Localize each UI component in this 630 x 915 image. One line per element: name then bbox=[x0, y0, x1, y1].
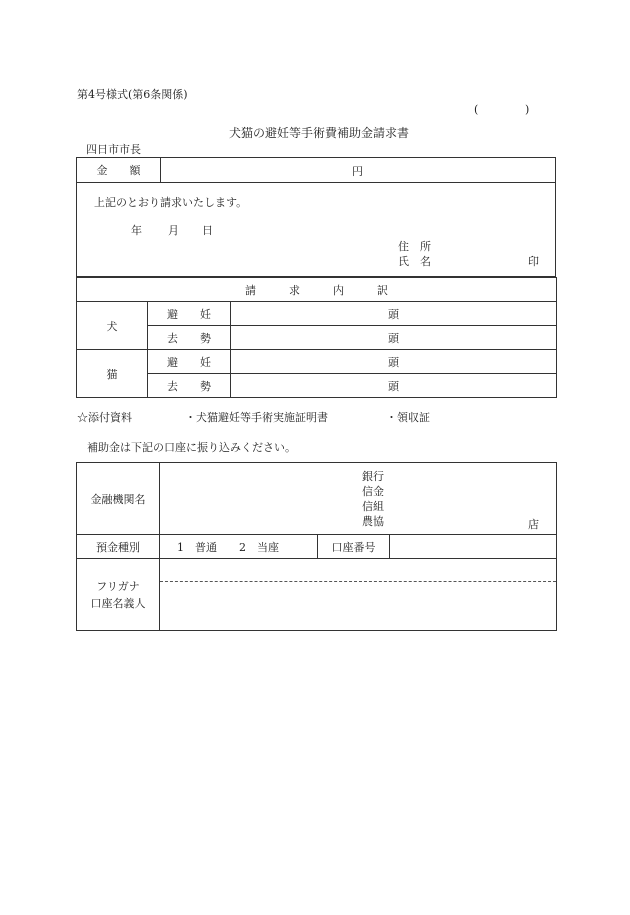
cat-neuter-label: 去 勢 bbox=[148, 374, 231, 398]
date-day: 日 bbox=[202, 224, 213, 237]
amount-label: 金 額 bbox=[77, 158, 161, 182]
animal-dog: 犬 bbox=[77, 302, 148, 350]
attachments-label: ☆添付資料 bbox=[77, 411, 132, 424]
holder-label: 口座名義人 bbox=[90, 596, 146, 610]
breakdown-table bbox=[76, 277, 557, 398]
dog-neuter-label: 去 勢 bbox=[148, 326, 231, 350]
holder-field[interactable] bbox=[160, 559, 557, 631]
institution-field[interactable] bbox=[160, 463, 557, 535]
animal-cat: 猫 bbox=[77, 350, 148, 398]
bank-table bbox=[76, 462, 557, 631]
name-label: 氏 名 bbox=[398, 255, 431, 268]
attachment-receipt: ・領収証 bbox=[386, 411, 430, 424]
institution-label: 金融機関名 bbox=[77, 463, 160, 535]
furigana-divider bbox=[160, 581, 556, 582]
account-number-field[interactable] bbox=[390, 535, 557, 559]
attachment-certificate: ・犬猫避妊等手術実施証明書 bbox=[185, 411, 328, 424]
request-box bbox=[76, 157, 556, 277]
transfer-note: 補助金は下記の口座に振り込みください。 bbox=[87, 441, 296, 454]
dog-neuter-count: 頭 bbox=[231, 326, 557, 350]
date-month: 月 bbox=[168, 224, 179, 237]
furigana-label: フリガナ bbox=[96, 579, 140, 593]
request-statement: 上記のとおり請求いたします。 bbox=[94, 196, 248, 209]
form-title: 犬猫の避妊等手術費補助金請求書 bbox=[229, 126, 410, 140]
seal-mark: 印 bbox=[528, 255, 539, 268]
amount-unit: 円 bbox=[352, 165, 363, 178]
institution-types: 銀行 信金 信組 農協 bbox=[362, 470, 384, 528]
cat-spay-label: 避 妊 bbox=[148, 350, 231, 374]
date-year: 年 bbox=[131, 224, 142, 237]
addressee: 四日市市長 bbox=[86, 143, 141, 156]
dog-spay-label: 避 妊 bbox=[148, 302, 231, 326]
cat-spay-count: 頭 bbox=[231, 350, 557, 374]
paren-close: ) bbox=[525, 103, 530, 116]
branch-label: 店 bbox=[528, 518, 539, 531]
account-number-label: 口座番号 bbox=[318, 535, 390, 559]
dog-spay-count: 頭 bbox=[231, 302, 557, 326]
cat-neuter-count: 頭 bbox=[231, 374, 557, 398]
address-label: 住 所 bbox=[398, 240, 431, 253]
breakdown-header: 請 求 内 訳 bbox=[77, 278, 557, 302]
holder-label-cell bbox=[77, 559, 160, 631]
deposit-type-options[interactable]: 1 普通 2 当座 bbox=[160, 535, 318, 559]
deposit-type-label: 預金種別 bbox=[77, 535, 160, 559]
form-number: 第4号様式(第6条関係) bbox=[77, 88, 188, 101]
paren-open: ( bbox=[474, 103, 479, 116]
